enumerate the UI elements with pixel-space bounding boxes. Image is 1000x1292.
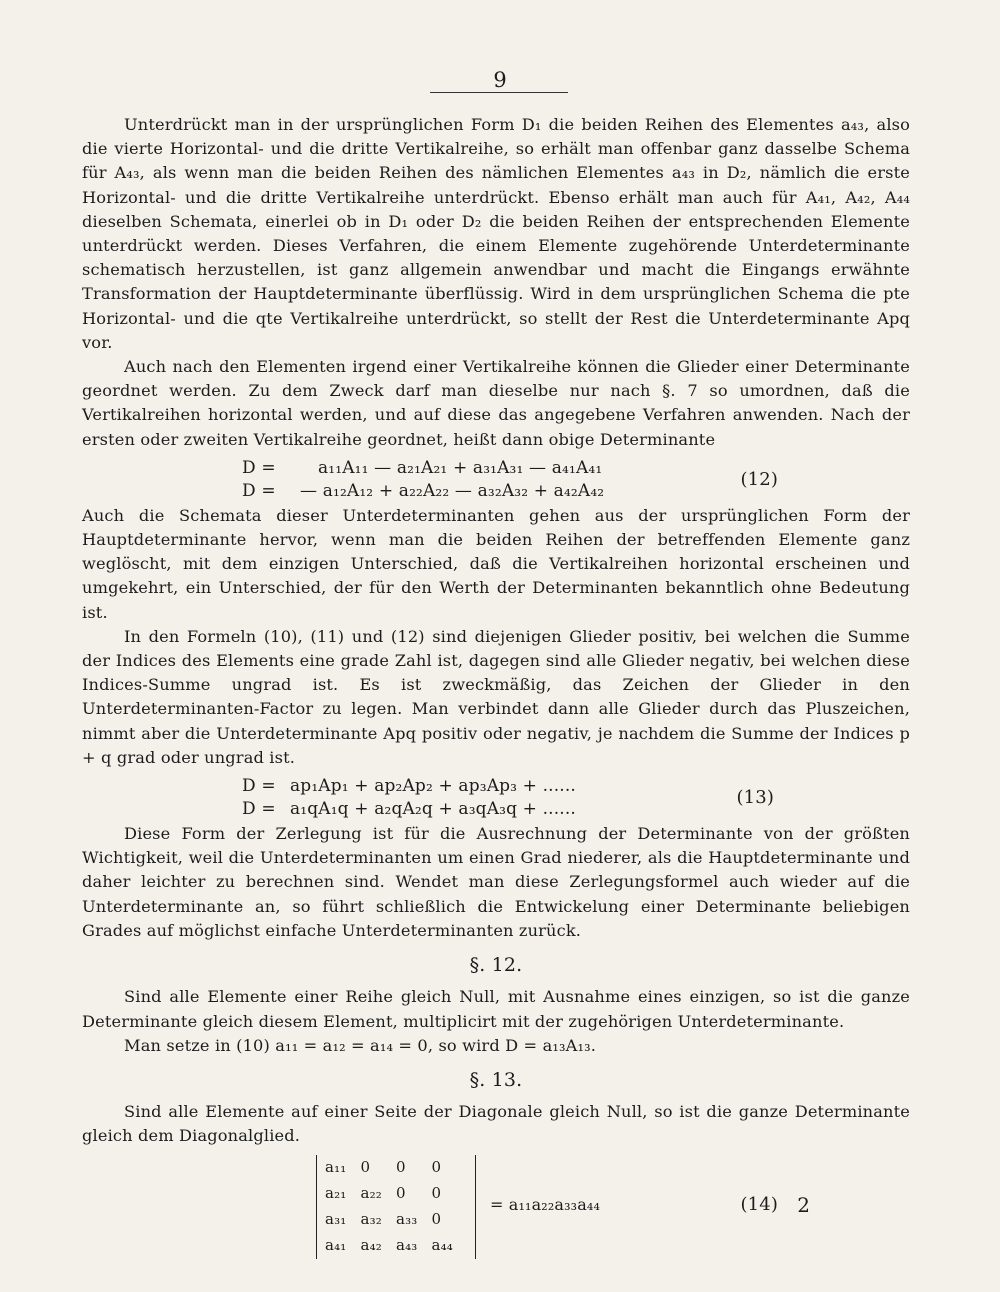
eq12-line-1: a₁₁A₁₁ — a₂₁A₂₁ + a₃₁A₃₁ — a₄₁A₄₁ — [318, 457, 603, 478]
eq12-line-2: — a₁₂A₁₂ + a₂₂A₂₂ — a₃₂A₃₂ + a₄₂A₄₂ — [300, 480, 605, 501]
equation-13 — [82, 774, 910, 820]
paragraph-6: Sind alle Elemente einer Reihe gleich Null, mit Ausnahme eines einzigen, so ist die ganze Determinante gleich diesem Element, multiplicirt mit der zugehörigen Unterdeterminante. — [82, 987, 910, 1031]
eq13-number: (13) — [736, 787, 774, 809]
paragraph-8: Sind alle Elemente auf einer Seite der Diagonale gleich Null, so ist die ganze Determinante gleich dem Diagonalglied. — [82, 1102, 910, 1146]
matrix-cell: 0 — [396, 1184, 406, 1203]
matrix-cell: a₄₁ — [325, 1236, 347, 1255]
matrix-cell: a₃₁ — [325, 1210, 347, 1229]
matrix-cell: 0 — [431, 1184, 442, 1203]
matrix-cell: a₃₃ — [396, 1210, 418, 1229]
eq14-number: (14) — [740, 1193, 778, 1215]
body-text — [82, 113, 910, 1261]
matrix-cell: a₄₂ — [360, 1236, 382, 1255]
eq13-lhs-1: D = — [242, 776, 276, 797]
eq12-lhs-2: D = — [242, 480, 276, 501]
paragraph-1: Unterdrückt man in der ursprünglichen Form D₁ die beiden Reihen des Elementes a₄₃, also die vierte Horizontal- und die dritte Vertikalreihe, so erhält man offenbar ganz dasselbe Schema für A₄₃, als wenn man die beiden Reihen des nämlichen Elementes a₄₃ in D₂, nämlich die erste Horizontal- und die dritte Vertikalreihe unterdrückt. Ebenso erhält man auch für A₄₁, A₄₂, A₄₄ dieselben Schemata, einerlei ob in D₁ oder D₂ die beiden Reihen der entsprechenden Elemente unterdrückt werden. Dieses Verfahren, die einem Elemente zugehörende Unterdeterminante schematisch herzustellen, ist ganz allgemein anwendbar und macht die Eingangs erwähnte Transformation der Hauptdeterminante überflüssig. Wird in dem ursprünglichen Schema die pte Horizontal- und die qte Vertikalreihe unterdrückt, so stellt der Rest die Unterdeterminante Apq vor. — [82, 115, 910, 352]
matrix-cell: a₄₃ — [396, 1236, 418, 1255]
section-13-heading: §. 13. — [469, 1068, 523, 1091]
eq14-result: = a₁₁a₂₂a₃₃a₄₄ — [490, 1194, 601, 1214]
section-12-heading: §. 12. — [469, 954, 523, 977]
eq13-line-1: ap₁Ap₁ + ap₂Ap₂ + ap₃Ap₃ + ...... — [290, 776, 576, 797]
paragraph-4: In den Formeln (10), (11) und (12) sind diejenigen Glieder positiv, bei welchen die Summe der Indices des Elements eine grade Zahl ist, dagegen sind alle Glieder negativ, bei welchen diese Indices-Summe ungrad ist. Es ist zweckmäßig, das Zeichen der Glieder in den Unterdeterminanten-Factor zu legen. Man verbindet dann alle Glieder durch das Pluszeichen, nimmt aber die Unterdeterminante Apq positiv oder negativ, je nachdem die Summe der Indices p + q grad oder ungrad ist. — [82, 626, 910, 767]
matrix-cell: a₄₄ — [431, 1236, 453, 1255]
paragraph-5: Diese Form der Zerlegung ist für die Ausrechnung der Determinante von der größten Wichtigkeit, weil die Unterdeterminanten um einen Grad niederer, als die Hauptdeterminante und daher leichter zu berechnen sind. Wendet man diese Zerlegungsformel auch wieder auf die Unterdeterminante an, so führt schließlich die Entwickelung einer Determinante beliebigen Grades auf möglichst einfache Unterdeterminanten zurück. — [82, 824, 910, 940]
matrix-cell: 0 — [431, 1210, 442, 1229]
matrix-cell: 0 — [360, 1158, 371, 1177]
eq12-number: (12) — [740, 468, 778, 490]
matrix-cell: a₂₁ — [325, 1184, 347, 1203]
eq13-lhs-2: D = — [242, 799, 276, 820]
paragraph-2: Auch nach den Elementen irgend einer Vertikalreihe können die Glieder einer Determinante geordnet werden. Zu dem Zweck darf man dieselbe nur nach §. 7 so umordnen, daß die Vertikalreihen horizontal werden, und auf diese das angegebene Verfahren anwenden. Nach der ersten oder zweiten Vertikalreihe geordnet, heißt dann obige Determinante — [82, 357, 910, 449]
matrix-cell: a₁₁ — [325, 1158, 347, 1177]
header-rule — [430, 92, 568, 93]
equation-12 — [82, 456, 910, 502]
matrix-cell: a₃₂ — [360, 1210, 382, 1229]
signature-mark: 2 — [797, 1193, 810, 1217]
page-number: 9 — [493, 68, 507, 92]
equation-14 — [82, 1155, 910, 1261]
eq13-line-2: a₁qA₁q + a₂qA₂q + a₃qA₃q + ...... — [290, 799, 576, 820]
matrix-cell: a₂₂ — [360, 1184, 382, 1203]
matrix-cell: 0 — [396, 1158, 406, 1177]
paragraph-3: Auch die Schemata dieser Unterdeterminanten gehen aus der ursprünglichen Form der Hauptdeterminante hervor, wenn man die beiden Reihen der betreffenden Elemente ganz weglöscht, mit dem einzigen Unterschied, daß die Vertikalreihen horizontal erscheinen und umgekehrt, ein Unterschied, der für den Werth der Determinanten bekanntlich ohne Bedeutung ist. — [82, 505, 910, 622]
determinant-matrix — [316, 1155, 476, 1259]
paragraph-7: Man setze in (10) a₁₁ = a₁₂ = a₁₄ = 0, so wird D = a₁₃A₁₃. — [124, 1035, 597, 1055]
matrix-cell: 0 — [431, 1158, 442, 1177]
eq12-lhs-1: D = — [242, 457, 276, 478]
